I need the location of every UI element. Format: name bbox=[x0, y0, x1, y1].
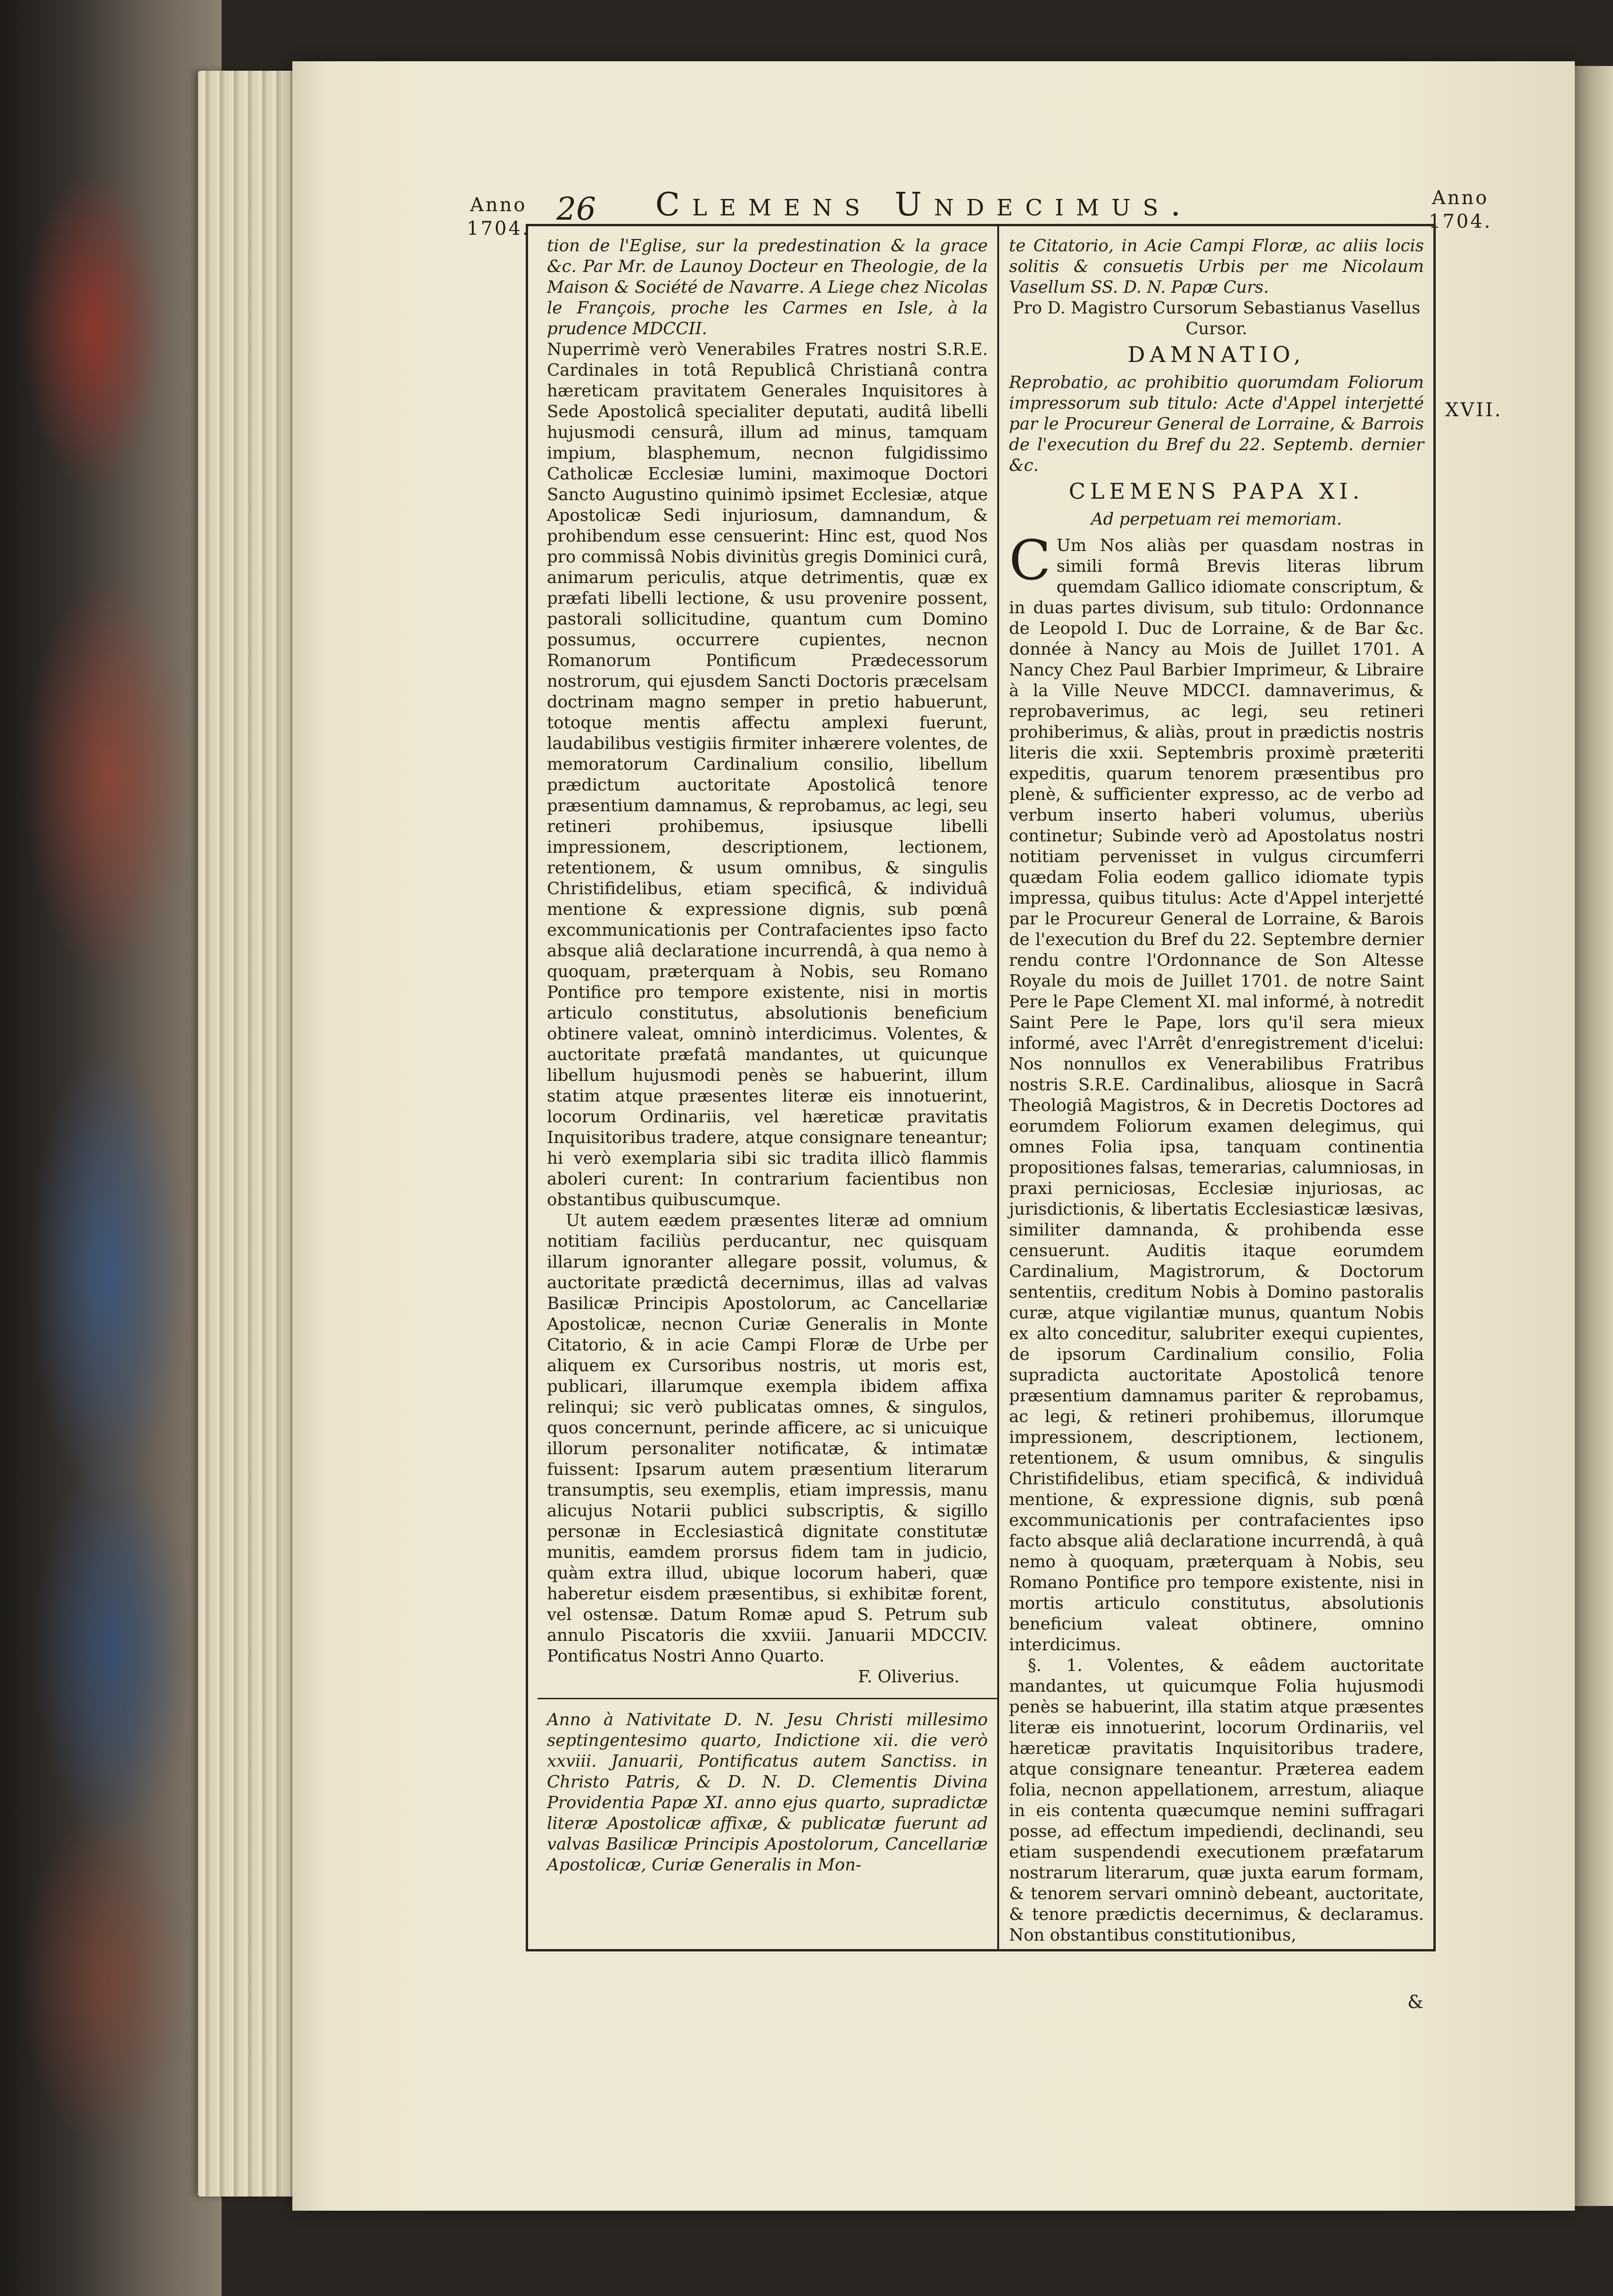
right-margin-section: XVII. bbox=[1445, 399, 1503, 421]
right-margin-year-value: 1704. bbox=[1429, 211, 1492, 232]
colophon: Anno à Nativitate D. N. Jesu Christi millesimo septingentesimo quarto, Indictione xii. die verò xxviii. Januarii, Pontificatus autem Sanctiss. in Christo Patris, & D. N. D. Clementis Divina Providentia Papæ XI. anno ejus quarto, supradictæ literæ Apostolicæ affixæ, & publicatæ fuerunt ad valvas Basilicæ Principis Apostolorum, Cancellariæ Apostolicæ, Curiæ Generalis in Mon- bbox=[547, 1710, 988, 1875]
right-margin-year bbox=[1429, 186, 1492, 233]
damnatio-heading: DAMNATIO, bbox=[1127, 342, 1306, 367]
right-paragraph-2: §. 1. Volentes, & eâdem auctoritate mandantes, ut quicumque Folia hujusmodi penès se habuerint, illa statim atque præsentes literæ eis innotuerint, locorum Ordinariis, vel hæreticæ pravitatis Inquisitoribus tradere, atque consignare teneantur. Præterea eadem folia, necnon appellationem, arrestum, aliaque in eis contenta quæcumque nemini suffragari posse, ad effectum impediendi, declinandi, seu etiam suspendendi executionem præfatarum nostrarum literarum, quæ juxta earum formam, & tenorem servari omninò debeant, auctoritate, & tenore prædictis decernimus, & declaramus. Non obstantibus constitutionibus, bbox=[1009, 1656, 1424, 1945]
drop-cap: C bbox=[1009, 529, 1051, 593]
attestation: Pro D. Magistro Cursorum Sebastianus Vasellus Cursor. bbox=[1012, 298, 1421, 338]
signature: F. Oliverius. bbox=[858, 1667, 960, 1687]
page-number: 26 bbox=[556, 191, 596, 227]
left-column bbox=[547, 236, 988, 1876]
running-title: Clemens Undecimus. bbox=[655, 186, 1193, 223]
facing-page-edge bbox=[1575, 66, 1613, 2206]
right-paragraph-1: Um Nos aliàs per quasdam nostras in simili formâ Brevis literas librum quemdam Gallico idiomate conscriptum, & in duas partes divisum, sub titulo: Ordonnance de Leopold I. Duc de Lorraine, & de Bar &c. donnée à Nancy au Mois de Juillet 1701. A Nancy Chez Paul Barbier Imprimeur, & Libraire à la Ville Neuve MDCCI. damnaverimus, & reprobaverimus, ac legi, seu retineri prohiberimus, & aliàs, prout in prædictis nostris literis die xxii. Septembris proximè præteriti expeditis, quarum tenorem præsentibus pro plenè, & sufficienter expresso, ac de verbo ad verbum inserto haberi volumus, uberiùs continetur; Subinde verò ad Apostolatus nostri notitiam pervenisset in vulgus circumferri quædam Folia eodem gallico idiomate typis impressa, quibus titulus: Acte d'Appel interjetté par le Procureur General de Lorraine, & Barois de l'execution du Bref du 22. Septembre dernier rendu contre l'Ordonnance de Son Altesse Royale du mois de Juillet 1701. de notre Saint Pere le Pape Clement XI. mal informé, à notredit Saint Pere le Pape, lors qu'il sera mieux informé, avec l'Arrêt d'enregistrement d'icelui: Nos nonnullos ex Venerabilibus Fratribus nostris S.R.E. Cardinalibus, aliosque in Sacrâ Theologiâ Magistros, & in Decretis Doctores ad eorumdem Foliorum examen delegimus, qui omnes Folia ipsa, tanquam continentia propositiones falsas, temerarias, calumniosas, in praxi perniciosas, Ecclesiæ injuriosas, ac jurisdictionis, & libertatis Ecclesiasticæ læsivas, similiter damnanda, & prohibenda esse censuerunt. Auditis itaque eorumdem Cardinalium, Magistrorum, & Doctorum sententiis, creditum Nobis à Domino pastoralis curæ, atque vigilantiæ munus, quantum Nobis ex alto conceditur, salubriter exequi cupientes, de ipsorum Cardinalium consilio, Folia supradicta auctoritate Apostolicâ tenore præsentium damnamus pariter & reprobamus, ac legi, & retineri prohibemus, illorumque impressionem, descriptionem, lectionem, retentionem, & usum omnibus, & singulis Christifidelibus, etiam specificâ, & individuâ mentione, & expressione dignis, sub pœnâ excommunicationis per contrafacientes ipso facto absque aliâ declaratione incurrendâ, à quâ nemo à quoquam, præterquam à Nobis, seu Romano Pontifice pro tempore existente, nisi in mortis articulo constitutus, absolutionis beneficium valeat obtinere, omnino interdicimus. bbox=[1009, 536, 1424, 1654]
continuation-text: te Citatorio, in Acie Campi Floræ, ac aliis locis solitis & consuetis Urbis per me Nicolaum Vasellum SS. D. N. Papæ Curs. bbox=[1009, 236, 1424, 297]
left-margin-anno: Anno bbox=[470, 194, 527, 216]
memoriam-line: Ad perpetuam rei memoriam. bbox=[1091, 510, 1342, 529]
damnatio-summary: Reprobatio, ac prohibitio quorumdam Foliorum impressorum sub titulo: Acte d'Appel interjetté par le Procureur General de Lorraine, & Barrois de l'execution du Bref du 22. Septemb. dernier &c. bbox=[1009, 373, 1424, 475]
section-divider bbox=[538, 1698, 997, 1699]
column-rule bbox=[997, 225, 999, 1950]
left-paragraph-2: Ut autem eædem præsentes literæ ad omnium notitiam faciliùs perducantur, nec quisquam illarum ignoranter allegare possit, volumus, & auctoritate prædictâ decernimus, illas ad valvas Basilicæ Principis Apostolorum, ac Cancellariæ Apostolicæ, necnon Curiæ Generalis in Monte Citatorio, & in acie Campi Floræ de Urbe per aliquem ex Cursoribus nostris, ut moris est, publicari, illarumque exempla ibidem affixa relinqui; sic verò publicatas omnes, & singulos, quos concernunt, perinde afficere, ac si unicuique illorum personaliter notificatæ, & intimatæ fuissent: Ipsarum autem præsentium literarum transumptis, seu exemplis, etiam impressis, manu alicujus Notarii publici subscriptis, & sigillo personæ in Ecclesiasticâ dignitate constitutæ munitis, eamdem prorsus fidem tam in judicio, quàm extra illud, ubique locorum haberi, quæ haberetur eisdem præsentibus, si exhibitæ forent, vel ostensæ. Datum Romæ apud S. Petrum sub annulo Piscatoris die xxviii. Januarii MDCCIV. Pontificatus Nostri Anno Quarto. bbox=[547, 1211, 988, 1666]
right-margin-anno: Anno bbox=[1432, 187, 1489, 209]
book-title-italic: tion de l'Eglise, sur la predestination & la grace &c. Par Mr. de Launoy Docteur en Theologie, de la Maison & Société de Navarre. A Liege chez Nicolas le François, proche les Carmes en Isle, à la prudence MDCCII. bbox=[547, 236, 988, 338]
left-margin-year bbox=[467, 193, 530, 240]
right-column bbox=[1009, 236, 1424, 1946]
catchword: & bbox=[1407, 1992, 1423, 2012]
left-margin-year-value: 1704. bbox=[467, 218, 530, 239]
papal-heading: CLEMENS PAPA XI. bbox=[1068, 478, 1365, 504]
left-paragraph-1: Nuperrimè verò Venerabiles Fratres nostri S.R.E. Cardinales in totâ Republicâ Christianâ contra hæreticam pravitatem Generales Inquisitores à Sede Apostolicâ specialiter deputati, auditâ libelli hujusmodi censurâ, illum ad minus, tamquam impium, blasphemum, necnon fulgidissimo Catholicæ Ecclesiæ lumini, maximoque Doctori Sancto Augustino quinimò ipsimet Ecclesiæ, atque Apostolicæ Sedi injuriosum, damnandum, & prohibendum esse censuerint: Hinc est, quod Nos pro commissâ Nobis divinitùs gregis Dominici curâ, animarum periculis, atque detrimentis, quæ ex præfati libelli lectione, & usu provenire possent, pastorali sollicitudine, quantum cum Domino possumus, occurrere cupientes, necnon Romanorum Pontificum Prædecessorum nostrorum, qui ejusdem Sancti Doctoris præcelsam doctrinam magno semper in pretio habuerunt, totoque mentis affectu amplexi fuerunt, laudabilibus vestigiis firmiter inhærere volentes, de memoratorum Cardinalium consilio, libellum prædictum auctoritate Apostolicâ tenore præsentium damnamus, & reprobamus, ac legi, seu retineri prohibemus, ipsiusque libelli impressionem, descriptionem, lectionem, retentionem, & usum omnibus, & singulis Christifidelibus, etiam specificâ, & individuâ mentione & expressione dignis, sub pœnâ excommunicationis per Contrafacientes ipso facto absque aliâ declaratione incurrendâ, à qua nemo à quoquam, præterquam à Nobis, seu Romano Pontifice pro tempore existente, nisi in mortis articulo constitutus, absolutionis beneficium obtinere valeat, omninò interdicimus. Volentes, & auctoritate præfatâ mandantes, ut quicunque libellum hujusmodi penès se habuerint, illum statim atque præsentes literæ eis innotuerint, locorum Ordinariis, vel hæreticæ pravitatis Inquisitoribus tradere, atque consignare teneantur; hi verò exemplaria sibi sic tradita illicò flammis aboleri curent: In contrarium facientibus non obstantibus quibuscumque. bbox=[547, 340, 988, 1210]
marbled-cover bbox=[0, 0, 222, 2296]
